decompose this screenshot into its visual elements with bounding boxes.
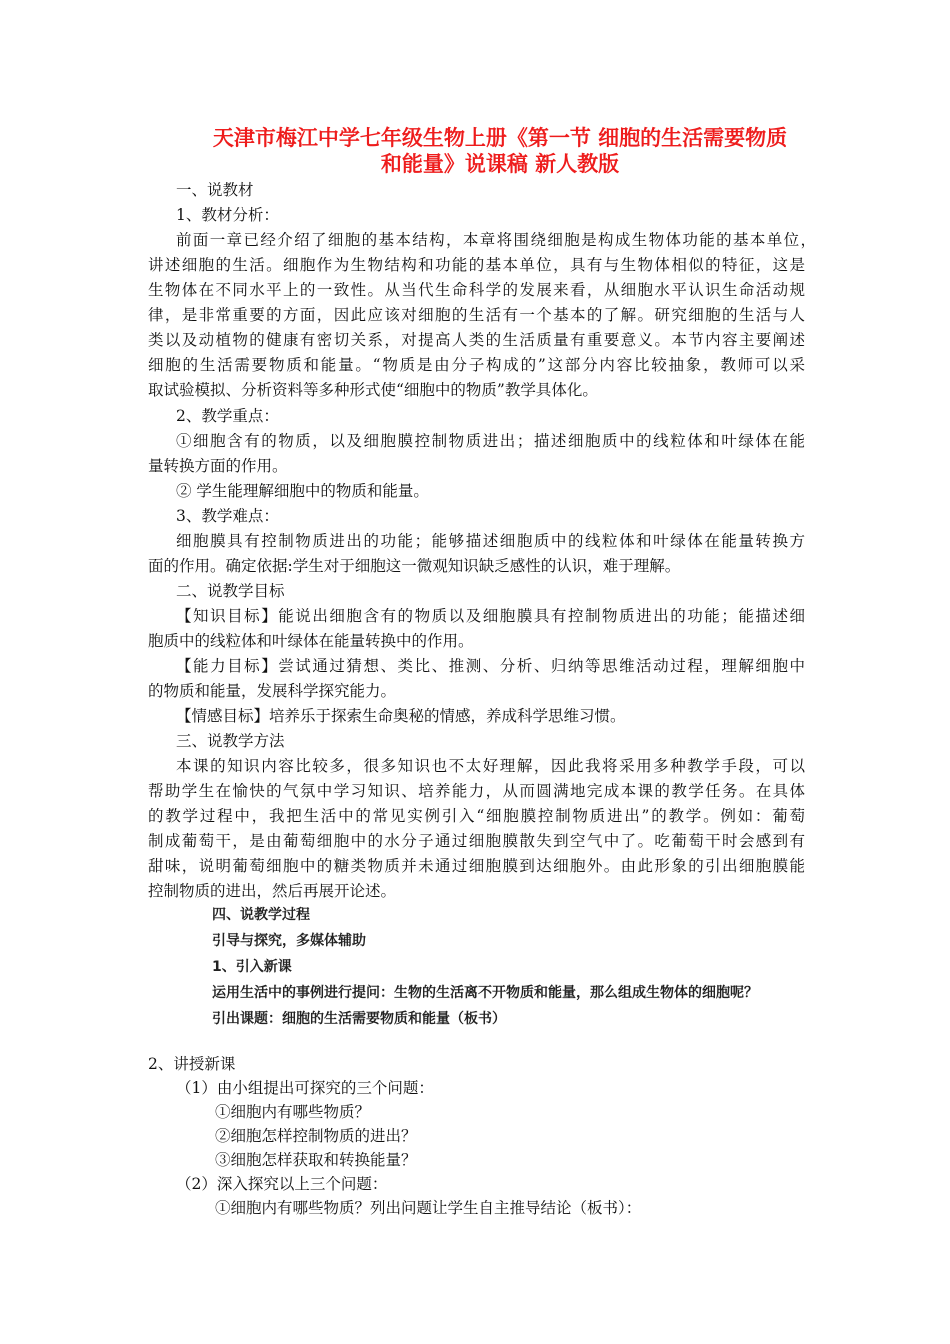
paragraph-line: 胞质中的线粒体和叶绿体在能量转换中的作用。 bbox=[148, 632, 474, 650]
process-line: 引出课题：细胞的生活需要物质和能量（板书） bbox=[212, 1011, 506, 1027]
paragraph-line: ② 学生能理解细胞中的物质和能量。 bbox=[176, 482, 429, 500]
process-line: 引导与探究，多媒体辅助 bbox=[212, 933, 366, 949]
process-line: 运用生活中的事例进行提问：生物的生活离不开物质和能量，那么组成生物体的细胞呢？ bbox=[212, 985, 758, 1001]
process-line: 1、引入新课 bbox=[212, 959, 292, 975]
paragraph-line: 帮助学生在愉快的气氛中学习知识、培养能力，从而圆满地完成本课的教学任务。在具体 bbox=[148, 782, 805, 800]
paragraph-line: 本课的知识内容比较多，很多知识也不太好理解，因此我将采用多种教学手段，可以 bbox=[176, 757, 805, 775]
sub-heading: 2、教学重点： bbox=[176, 407, 279, 425]
paragraph-line: 量转换方面的作用。 bbox=[148, 457, 288, 475]
paragraph-line: 的教学过程中，我把生活中的常见实例引入“细胞膜控制物质进出”的教学。例如：葡萄 bbox=[148, 807, 805, 825]
sub-heading: 3、教学难点： bbox=[176, 507, 279, 525]
paragraph-line: 细胞膜具有控制物质进出的功能；能够描述细胞质中的线粒体和叶绿体在能量转换方 bbox=[176, 532, 805, 550]
document-title-line-2: 和能量》说课稿 新人教版 bbox=[380, 152, 620, 176]
paragraph-line: 前面一章已经介绍了细胞的基本结构，本章将围绕细胞是构成生物体功能的基本单位， bbox=[176, 231, 816, 249]
section-heading-process: 四、说教学过程 bbox=[212, 907, 310, 923]
paragraph-line: 【知识目标】能说出细胞含有的物质以及细胞膜具有控制物质进出的功能；能描述细 bbox=[176, 607, 805, 625]
list-item: ①细胞内有哪些物质？列出问题让学生自主推导结论（板书）： bbox=[215, 1199, 642, 1217]
paragraph-line: 的物质和能量，发展科学探究能力。 bbox=[148, 682, 397, 700]
document-title-line-1: 天津市梅江中学七年级生物上册《第一节 细胞的生活需要物质 bbox=[212, 126, 788, 150]
paragraph-line: 取试验模拟、分析资料等多种形式使“细胞中的物质”教学具体化。 bbox=[148, 381, 598, 399]
paragraph-line: 律，是非常重要的方面，因此应该对细胞的生活有一个基本的了解。研究细胞的生活与人 bbox=[148, 306, 805, 324]
paragraph-line: 【能力目标】尝试通过猜想、类比、推测、分析、归纳等思维活动过程，理解细胞中 bbox=[176, 657, 805, 675]
paragraph-line: 甜味，说明葡萄细胞中的糖类物质并未通过细胞膜到达细胞外。由此形象的引出细胞膜能 bbox=[148, 857, 805, 875]
paragraph-line: （1）由小组提出可探究的三个问题： bbox=[176, 1079, 434, 1097]
paragraph-line: 面的作用。确定依据:学生对于细胞这一微观知识缺乏感性的认识，难于理解。 bbox=[148, 557, 681, 575]
paragraph-line: 制成葡萄干，是由葡萄细胞中的水分子通过细胞膜散失到空气中了。吃葡萄干时会感到有 bbox=[148, 832, 805, 850]
paragraph-line: 控制物质的进出，然后再展开论述。 bbox=[148, 882, 397, 900]
paragraph-line: 细胞的生活需要物质和能量。“物质是由分子构成的”这部分内容比较抽象，教师可以采 bbox=[148, 356, 805, 374]
sub-heading: 2、讲授新课 bbox=[148, 1055, 236, 1073]
section-heading: 二、说教学目标 bbox=[176, 582, 285, 600]
section-heading: 一、说教材 bbox=[176, 181, 254, 199]
paragraph-line: ①细胞含有的物质，以及细胞膜控制物质进出；描述细胞质中的线粒体和叶绿体在能 bbox=[176, 432, 805, 450]
section-heading: 三、说教学方法 bbox=[176, 732, 285, 750]
paragraph-line: （2）深入探究以上三个问题： bbox=[176, 1175, 388, 1193]
paragraph-line: 【情感目标】培养乐于探索生命奥秘的情感，养成科学思维习惯。 bbox=[176, 707, 626, 725]
sub-heading: 1、教材分析： bbox=[176, 206, 279, 224]
paragraph-line: 讲述细胞的生活。细胞作为生物结构和功能的基本单位，具有与生物体相似的特征，这是 bbox=[148, 256, 805, 274]
paragraph-line: 类以及动植物的健康有密切关系，对提高人类的生活质量有重要意义。本节内容主要阐述 bbox=[148, 331, 805, 349]
list-item: ①细胞内有哪些物质？ bbox=[215, 1103, 371, 1121]
list-item: ③细胞怎样获取和转换能量？ bbox=[215, 1151, 417, 1169]
paragraph-line: 生物体在不同水平上的一致性。从当代生命科学的发展来看，从细胞水平认识生命活动规 bbox=[148, 281, 805, 299]
list-item: ②细胞怎样控制物质的进出？ bbox=[215, 1127, 417, 1145]
